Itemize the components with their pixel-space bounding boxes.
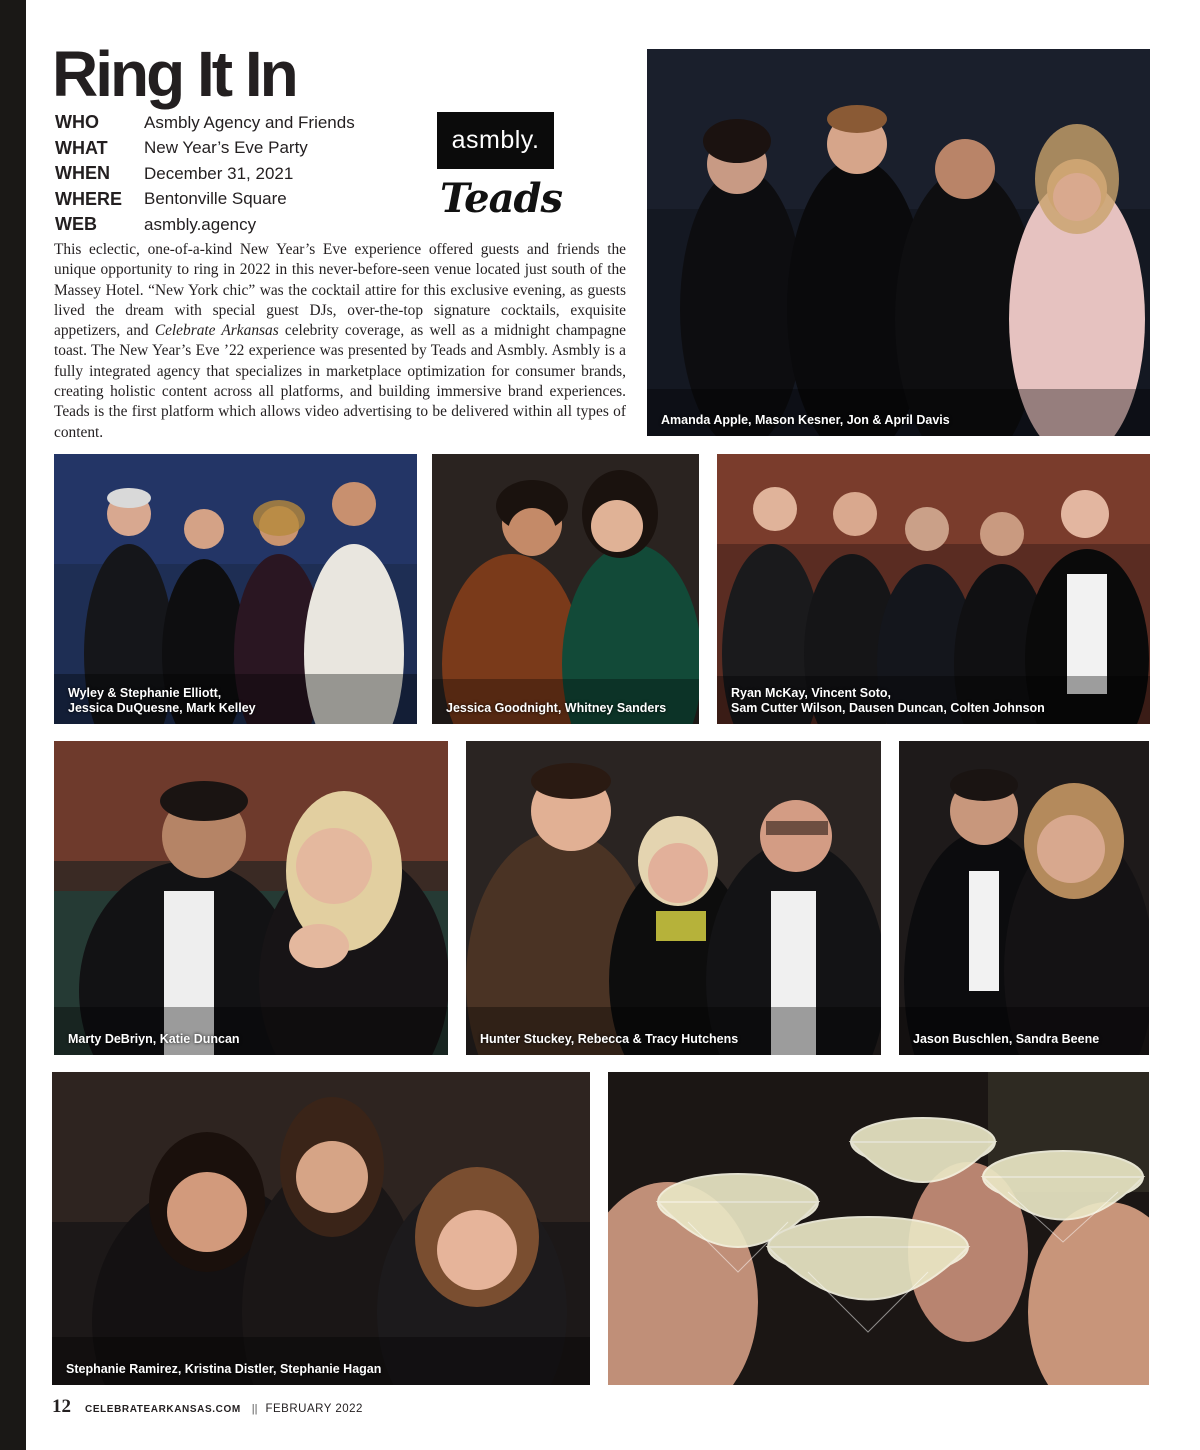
- fact-value: asmbly.agency: [144, 214, 257, 234]
- photo-scene: [466, 741, 881, 1055]
- footer-issue: FEBRUARY 2022: [265, 1403, 363, 1415]
- photo-caption: [446, 701, 689, 716]
- event-facts: [55, 110, 355, 238]
- fact-value: New Year’s Eve Party: [144, 138, 308, 158]
- caption-line: Amanda Apple, Mason Kesner, Jon & April Davis: [661, 413, 950, 427]
- caption-line: Ryan McKay, Vincent Soto,: [731, 686, 891, 700]
- caption-line: Hunter Stuckey, Rebecca & Tracy Hutchens: [480, 1032, 739, 1046]
- photo-stuckey-hutchens: [466, 741, 881, 1055]
- article-body: [54, 240, 626, 443]
- footer-separator: ||: [251, 1403, 258, 1415]
- caption-line: Stephanie Ramirez, Kristina Distler, Stephanie Hagan: [66, 1362, 382, 1376]
- page-title: Ring It In: [52, 38, 296, 110]
- fact-value: Asmbly Agency and Friends: [144, 112, 355, 132]
- fact-what: [55, 136, 355, 162]
- footer-site: CELEBRATEARKANSAS.COM: [85, 1404, 241, 1415]
- fact-when: [55, 161, 355, 187]
- fact-label: WHAT: [55, 137, 108, 158]
- photo-caption: [66, 1362, 580, 1377]
- fact-who: [55, 110, 355, 136]
- photo-scene: [54, 741, 448, 1055]
- fact-label: WHO: [55, 112, 99, 133]
- photo-caption: [68, 1032, 438, 1047]
- fact-value: December 31, 2021: [144, 163, 294, 183]
- fact-where: [55, 187, 355, 213]
- caption-line: Jessica DuQuesne, Mark Kelley: [68, 701, 256, 715]
- photo-caption: [731, 686, 1140, 716]
- photo-buschlen-beene: [899, 741, 1149, 1055]
- photo-scene: [608, 1072, 1149, 1385]
- photo-caption: [68, 686, 407, 716]
- caption-line: Marty DeBriyn, Katie Duncan: [68, 1032, 240, 1046]
- photo-goodnight-sanders: [432, 454, 699, 724]
- photo-scene: [899, 741, 1149, 1055]
- teads-logo: Teads: [440, 175, 563, 222]
- photo-caption: [913, 1032, 1139, 1047]
- page-footer: [52, 1396, 363, 1418]
- photo-amanda-apple-group: [647, 49, 1150, 436]
- caption-line: Wyley & Stephanie Elliott,: [68, 686, 222, 700]
- fact-label: WEB: [55, 214, 97, 235]
- photo-champagne-toast: [608, 1072, 1149, 1385]
- asmbly-logo: asmbly.: [437, 112, 554, 169]
- photo-scene: [432, 454, 699, 724]
- article-body-italic: Celebrate Arkansas: [154, 322, 279, 340]
- page-spine-bar: [0, 0, 26, 1450]
- photo-scene: [647, 49, 1150, 436]
- fact-label: WHEN: [55, 163, 110, 184]
- fact-value: Bentonville Square: [144, 189, 287, 209]
- photo-debriyn-duncan: [54, 741, 448, 1055]
- photo-ramirez-group: [52, 1072, 590, 1385]
- article-body-part2: celebrity coverage, as well as a midnight champagne toast. The New Year’s Eve ’22 experience was presented by Teads and Asmbly. Asmbly is a fully integrated agency that specializes in marketplace optimization for consumer brands, creating holistic content across all platforms, and building immersive brand experiences. Teads is the first platform which allows video advertising to be delivered within all types of content.: [54, 322, 626, 441]
- photo-scene: [52, 1072, 590, 1385]
- photo-elliott-group: [54, 454, 417, 724]
- photo-mckay-group: [717, 454, 1150, 724]
- caption-line: Jessica Goodnight, Whitney Sanders: [446, 701, 667, 715]
- photo-scene: [717, 454, 1150, 724]
- article-body-part1: This eclectic, one-of-a-kind New Year’s Eve experience offered guests and friends the unique opportunity to ring in 2022 in this never-before-seen venue located just south of the Massey Hotel. “New York chic” was the cocktail attire for this exclusive evening, as guests lived the dream with special guest DJs, over-the-top signature cocktails, exquisite appetizers, and: [54, 241, 626, 340]
- page-number: 12: [52, 1396, 71, 1417]
- photo-caption: [480, 1032, 871, 1047]
- fact-label: WHERE: [55, 188, 122, 209]
- photo-scene: [54, 454, 417, 724]
- caption-line: Jason Buschlen, Sandra Beene: [913, 1032, 1100, 1046]
- fact-web: [55, 212, 355, 238]
- photo-caption: [661, 413, 1140, 428]
- caption-line: Sam Cutter Wilson, Dausen Duncan, Colten Johnson: [731, 701, 1045, 715]
